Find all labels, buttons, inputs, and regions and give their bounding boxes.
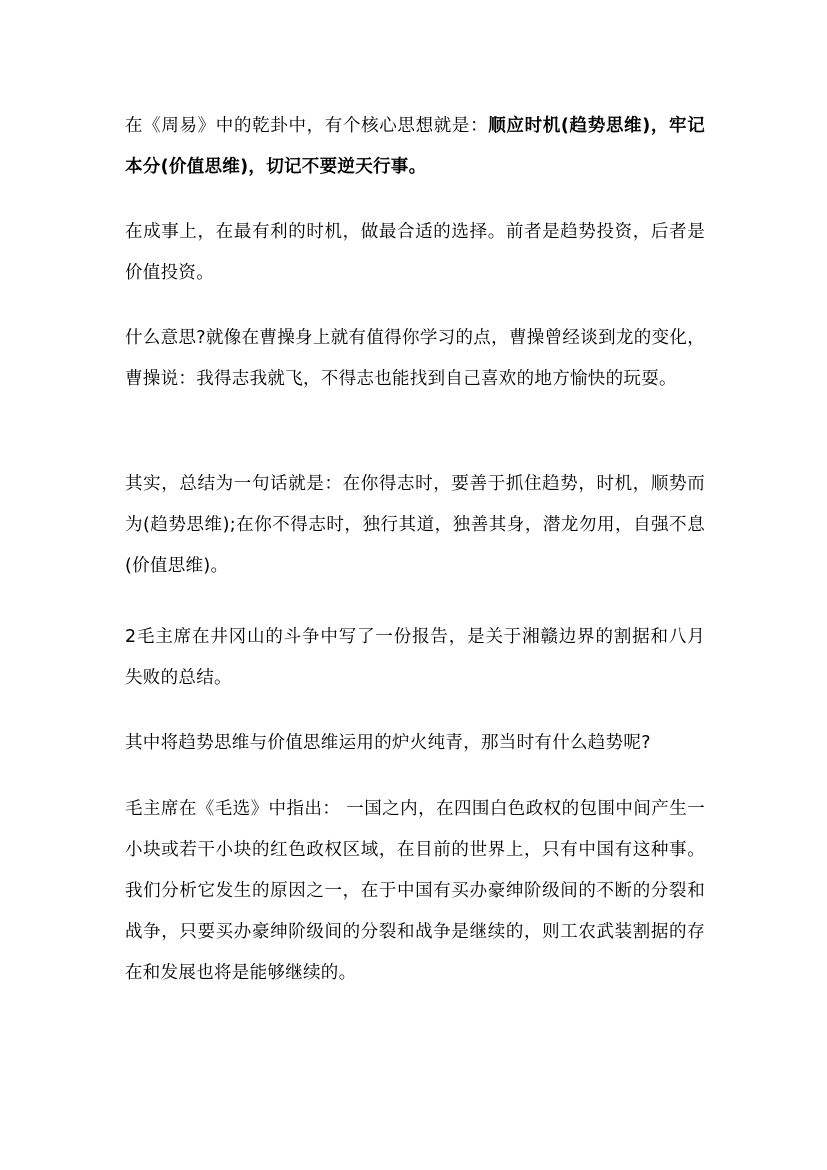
paragraph-intro-text: 在《周易》中的乾卦中，有个核心思想就是： [125,116,489,136]
paragraph-trend-question: 其中将趋势思维与价值思维运用的炉火纯青，那当时有什么趋势呢? [125,733,651,753]
paragraph-summary: 其实，总结为一句话就是：在你得志时，要善于抓住趋势，时机，顺势而为(趋势思维);在你不得志时，独行其道，独善其身，潜龙勿用，自强不息(价值思维)。 [125,474,705,576]
paragraph-bold-text: 顺应时机(趋势思维)，牢记本分(价值思维)，切记不要逆天行事。 [125,116,705,177]
paragraph-jinggangshan-report: 2毛主席在井冈山的斗争中写了一份报告，是关于湘赣边界的割据和八月失败的总结。 [125,627,705,688]
paragraph-qian-hexagram [125,106,705,188]
paragraph-cao-cao: 什么意思?就像在曹操身上就有值得你学习的点，曹操曾经谈到龙的变化，曹操说：我得志我就飞，不得志也能找到自己喜欢的地方愉快的玩耍。 [125,328,705,389]
paragraph-mao-selected-works: 毛主席在《毛选》中指出： 一国之内，在四围白色政权的包围中间产生一小块或若干小块的红色政权区域，在目前的世界上，只有中国有这种事。我们分析它发生的原因之一，在于中国有买办豪绅阶级间的不断的分裂和战争，只要买办豪绅阶级间的分裂和战争是继续的，则工农武装割据的存在和发展也将是能够继续的。 [125,799,705,983]
paragraph-timing-choice: 在成事上，在最有利的时机，做最合适的选择。前者是趋势投资，后者是价值投资。 [125,222,705,283]
